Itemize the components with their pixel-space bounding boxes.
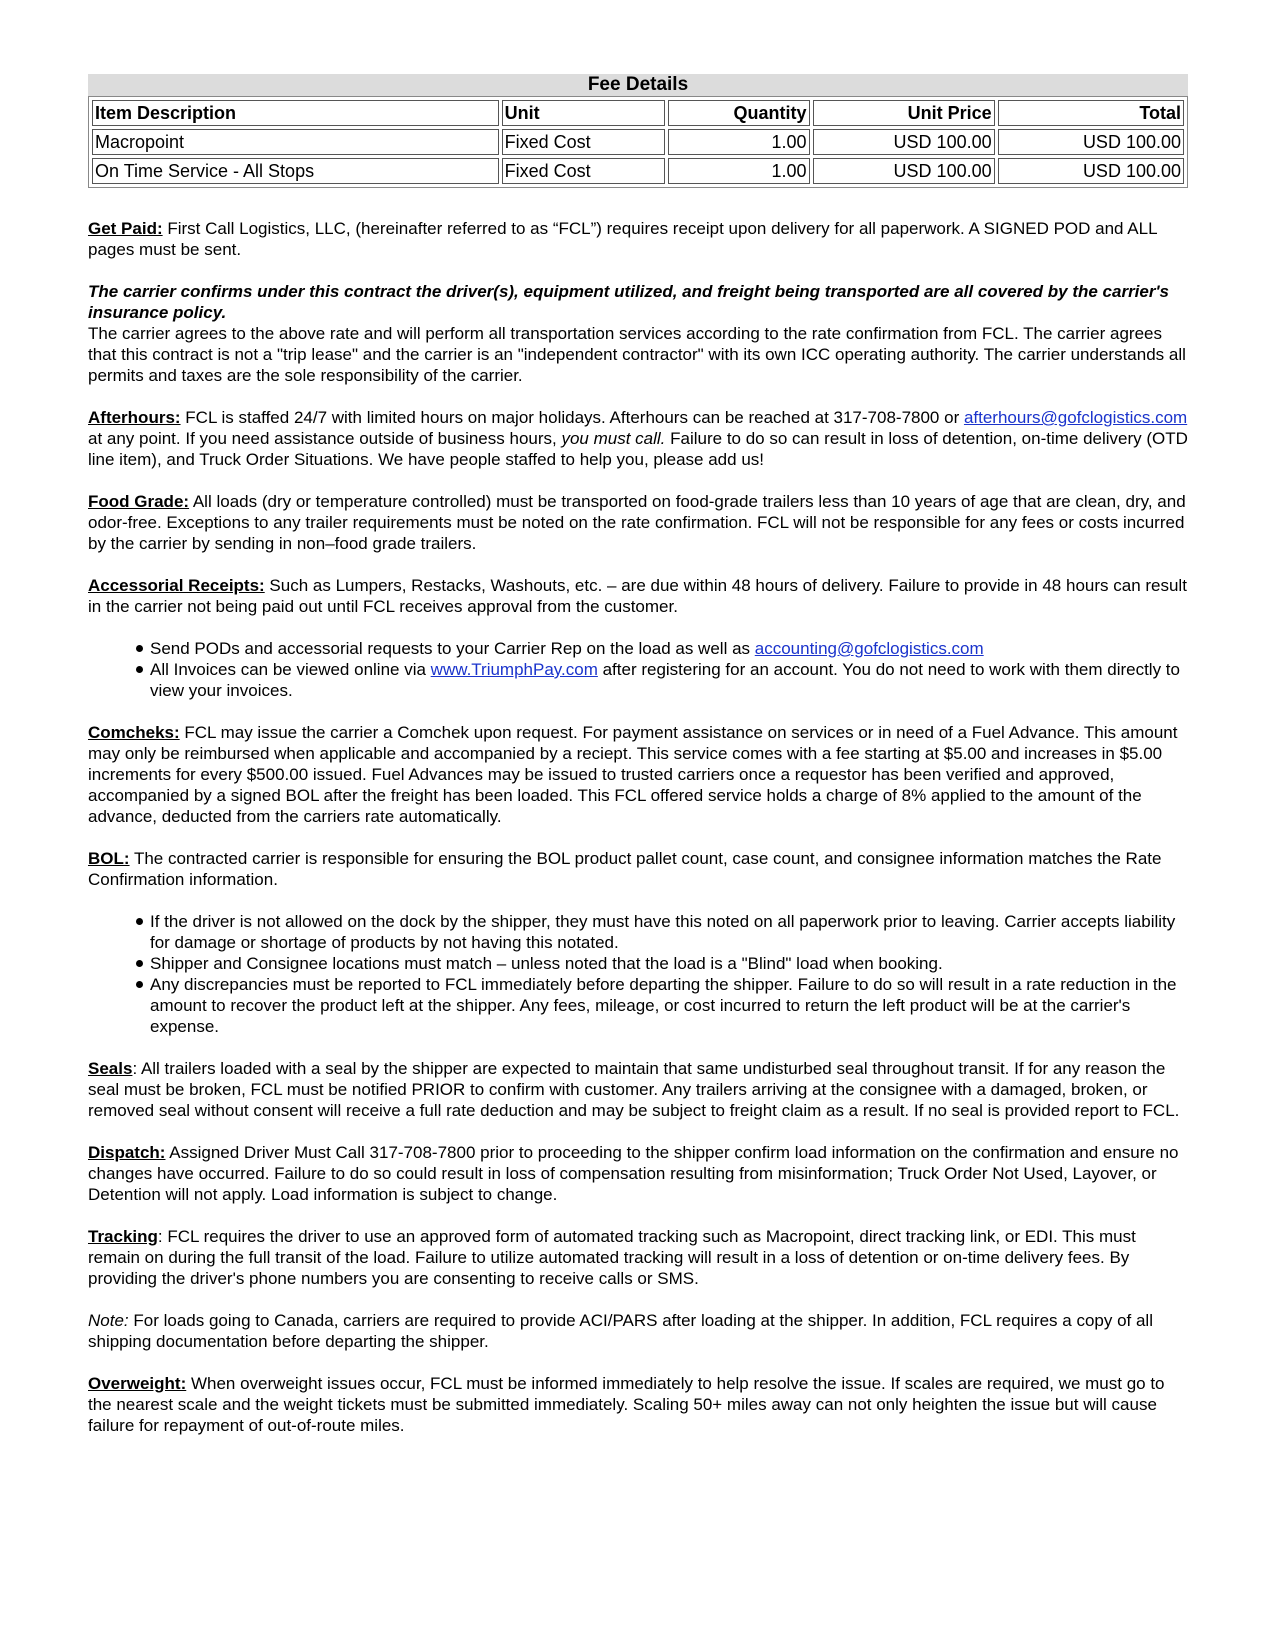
insurance-statement: The carrier confirms under this contract the driver(s), equipment utilized, and freight being transported are all covered by the carrier's insurance policy. [88, 282, 1169, 322]
comcheks-heading: Comcheks: [88, 723, 180, 742]
food-grade-section [88, 491, 1188, 554]
bullet-text: All Invoices can be viewed online via [150, 660, 431, 679]
seals-text: : All trailers loaded with a seal by the shipper are expected to maintain that same undisturbed seal throughout transit. If for any reason the seal must be broken, FCL must be notified PRIOR to confirm with customer. Any trailers arriving at the consignee with a damaged, broken, or removed seal without consent will receive a full rate deduction and may be subject to freight claim as a result. If no seal is provided report to FCL. [88, 1059, 1180, 1120]
afterhours-heading: Afterhours: [88, 408, 181, 427]
header-unit-price: Unit Price [813, 100, 995, 126]
header-quantity: Quantity [668, 100, 810, 126]
overweight-section [88, 1373, 1188, 1436]
dispatch-section [88, 1142, 1188, 1205]
afterhours-text-1: FCL is staffed 24/7 with limited hours on major holidays. Afterhours can be reached at 317-708-7800 or [180, 408, 964, 427]
insurance-text: The carrier agrees to the above rate and will perform all transportation services according to the rate confirmation from FCL. The carrier agrees that this contract is not a "trip lease" and the carrier is an "independent contractor" with its own ICC operating authority. The carrier understands all permits and taxes are the sole responsibility of the carrier. [88, 324, 1186, 385]
accessorial-bullet-list [88, 638, 1188, 701]
comcheks-section [88, 722, 1188, 827]
comcheks-text: FCL may issue the carrier a Comchek upon request. For payment assistance on services or in need of a Fuel Advance. This amount may only be reimbursed when applicable and accompanied by a reciept. This service comes with a fee starting at $5.00 and increases in $5.00 increments for every $500.00 issued. Fuel Advances may be issued to trusted carriers once a requestor has been verified and approved, accompanied by a signed BOL after the freight has been loaded. This FCL offered service holds a charge of 8% applied to the amount of the advance, deducted from the carriers rate automatically. [88, 723, 1178, 826]
tracking-heading: Tracking [88, 1227, 158, 1246]
bullet-text: after registering for an account. You do not need to work with them directly to view your invoices. [150, 660, 1180, 700]
seals-section [88, 1058, 1188, 1121]
header-total: Total [998, 100, 1184, 126]
table-row [92, 129, 1184, 155]
afterhours-email-link[interactable]: afterhours@gofclogistics.com [963, 408, 1188, 427]
get-paid-text: First Call Logistics, LLC, (hereinafter referred to as “FCL”) requires receipt upon delivery for all paperwork. A SIGNED POD and ALL pages must be sent. [88, 219, 1157, 259]
cell-item-description: On Time Service - All Stops [92, 158, 499, 184]
bol-section [88, 848, 1188, 890]
cell-unit: Fixed Cost [502, 129, 665, 155]
accessorial-text: Such as Lumpers, Restacks, Washouts, etc. – are due within 48 hours of delivery. Failure to provide in 48 hours can result in the carrier not being paid out until FCL receives approval from the customer. [88, 576, 1187, 616]
bol-text: The contracted carrier is responsible for ensuring the BOL product pallet count, case count, and consignee information matches the Rate Confirmation information. [88, 849, 1162, 889]
insurance-section [88, 281, 1188, 386]
list-item [150, 638, 1188, 659]
cell-total: USD 100.00 [998, 158, 1184, 184]
triumphpay-link[interactable]: www.TriumphPay.com [430, 660, 598, 679]
tracking-text: : FCL requires the driver to use an approved form of automated tracking such as Macropoint, direct tracking link, or EDI. This must remain on during the full transit of the load. Failure to utilize automated tracking will result in a loss of detention or on-time delivery fees. By providing the driver's phone numbers you are consenting to receive calls or SMS. [88, 1227, 1136, 1288]
bol-bullet-list [88, 911, 1188, 1037]
accessorial-heading: Accessorial Receipts: [88, 576, 265, 595]
bullet-text: Send PODs and accessorial requests to your Carrier Rep on the load as well as [150, 639, 755, 658]
list-item: Any discrepancies must be reported to FCL immediately before departing the shipper. Failure to do so will result in a rate reduction in the amount to recover the product left at the shipper. Any fees, mileage, or cost incurred to return the left product will be at the carrier's expense. [150, 974, 1188, 1037]
note-text: For loads going to Canada, carriers are required to provide ACI/PARS after loading at the shipper. In addition, FCL requires a copy of all shipping documentation before departing the shipper. [88, 1311, 1153, 1351]
list-item: If the driver is not allowed on the dock by the shipper, they must have this noted on all paperwork prior to leaving. Carrier accepts liability for damage or shortage of products by not having this notated. [150, 911, 1188, 953]
get-paid-section [88, 218, 1188, 260]
overweight-heading: Overweight: [88, 1374, 187, 1393]
get-paid-heading: Get Paid: [88, 219, 163, 238]
table-row [92, 158, 1184, 184]
cell-quantity: 1.00 [668, 129, 810, 155]
cell-unit: Fixed Cost [502, 158, 665, 184]
overweight-text: When overweight issues occur, FCL must be informed immediately to help resolve the issue. If scales are required, we must go to the nearest scale and the weight tickets must be submitted immediately. Scaling 50+ miles away can not only heighten the issue but will cause failure for repayment of out-of-route miles. [88, 1374, 1165, 1435]
seals-heading: Seals [88, 1059, 133, 1078]
header-unit: Unit [502, 100, 665, 126]
fee-details-table [88, 96, 1188, 188]
header-item-description: Item Description [92, 100, 499, 126]
dispatch-text: Assigned Driver Must Call 317-708-7800 prior to proceeding to the shipper confirm load information on the confirmation and ensure no changes have occurred. Failure to do so could result in loss of compensation resulting from misinformation; Truck Order Not Used, Layover, or Detention will not apply. Load information is subject to change. [88, 1143, 1179, 1204]
food-grade-heading: Food Grade: [88, 492, 190, 511]
list-item [150, 659, 1188, 701]
list-item: Shipper and Consignee locations must match – unless noted that the load is a "Blind" load when booking. [150, 953, 1188, 974]
fee-table-header-row [92, 100, 1184, 126]
dispatch-heading: Dispatch: [88, 1143, 166, 1162]
bol-heading: BOL: [88, 849, 130, 868]
cell-quantity: 1.00 [668, 158, 810, 184]
cell-total: USD 100.00 [998, 129, 1184, 155]
document-page [88, 74, 1188, 1436]
note-label: Note: [88, 1311, 129, 1330]
fee-details-title: Fee Details [88, 74, 1188, 96]
cell-unit-price: USD 100.00 [813, 158, 995, 184]
afterhours-text-3: Failure to do so can result in loss of detention, on-time delivery (OTD line item), and Truck Order Situations. We have people staffed to help you, please add us! [88, 429, 1188, 469]
food-grade-text: All loads (dry or temperature controlled) must be transported on food-grade trailers less than 10 years of age that are clean, dry, and odor-free. Exceptions to any trailer requirements must be noted on the rate confirmation. FCL will not be responsible for any fees or costs incurred by the carrier by sending in non–food grade trailers. [88, 492, 1186, 553]
tracking-section [88, 1226, 1188, 1289]
afterhours-text-2: at any point. If you need assistance outside of business hours, [88, 429, 562, 448]
afterhours-emphasis: you must call. [561, 429, 666, 448]
accessorial-section [88, 575, 1188, 617]
cell-unit-price: USD 100.00 [813, 129, 995, 155]
afterhours-section [88, 407, 1188, 470]
note-section [88, 1310, 1188, 1352]
accounting-email-link[interactable]: accounting@gofclogistics.com [754, 639, 984, 658]
cell-item-description: Macropoint [92, 129, 499, 155]
